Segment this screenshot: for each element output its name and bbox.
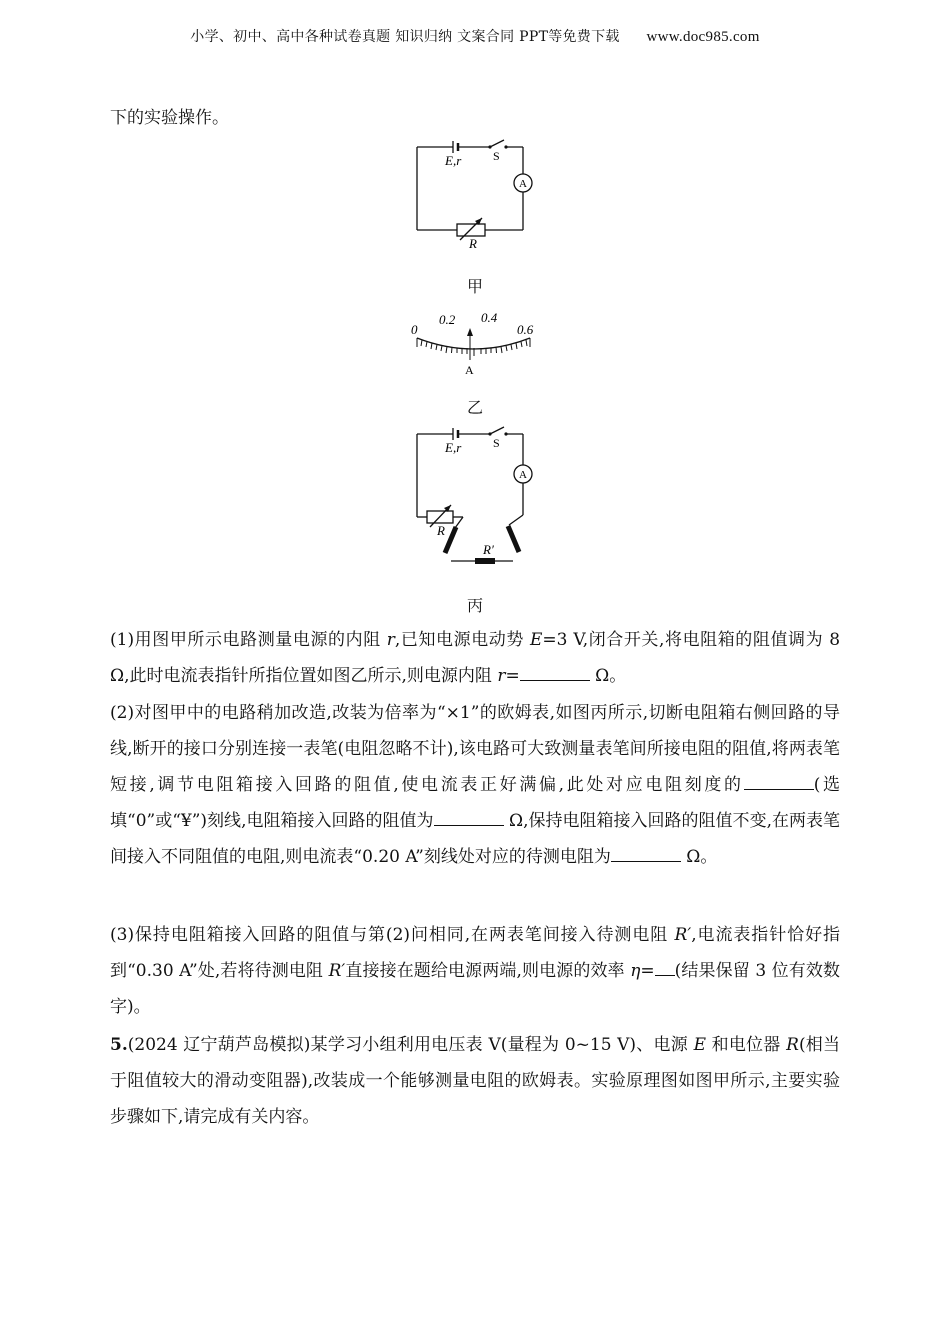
yi-tick-0.2: 0.2 <box>439 312 456 327</box>
q3-text-c: ,电流表指针恰好指到“0.30 A”处,若将待测电阻 <box>110 925 840 981</box>
caption-bing: 丙 <box>466 596 483 615</box>
page-header <box>0 26 950 46</box>
q2-text-a: (2)对图甲中的电路稍加改造,改装为倍率为“×1”的欧姆表,如图丙所示,切断电阻箱右侧回路的导线,断开的接口分别连接一表笔(电阻忽略不计),该电路可大致测量表笔间所接电阻的阻值,将两表笔短接,调节电阻箱接入回路的阻值,使电流表正好满偏,此处对应电阻刻度的 <box>110 703 840 795</box>
yi-tick-0: 0 <box>411 322 418 337</box>
q1-text-c: ,已知电源电动势 <box>394 630 530 650</box>
question-2 <box>110 695 840 875</box>
q5-var-R: R <box>786 1035 799 1055</box>
q3-text-a: (3)保持电阻箱接入回路的阻值与第(2)问相同,在两表笔间接入待测电阻 <box>110 925 675 945</box>
question-5 <box>110 1027 840 1135</box>
question-1 <box>110 622 840 694</box>
q5-var-E: E <box>693 1035 706 1055</box>
q5-number: 5. <box>110 1035 128 1055</box>
yi-tick-0.4: 0.4 <box>481 310 498 325</box>
intro-text: 下的实验操作。 <box>110 108 229 128</box>
jia-ammeter-label: A <box>519 178 527 190</box>
q1-answer-blank[interactable] <box>520 658 590 681</box>
jia-battery-label: E,r <box>445 153 462 168</box>
q5-text-c: 和电位器 <box>706 1035 787 1055</box>
q2-blank-resistance[interactable] <box>434 803 504 826</box>
yi-tick-0.6: 0.6 <box>517 322 534 337</box>
q2-text-b: (选填“0”或“¥”)刻线,电阻箱接入回路的阻值为 <box>110 775 840 831</box>
q5-text-a: (2024 辽宁葫芦岛模拟)某学习小组利用电压表 V(量程为 0~15 V)、电源 <box>127 1035 694 1055</box>
figure-bing-circuit <box>405 425 545 575</box>
q1-var-r: r <box>386 630 395 650</box>
q3-text-e: 直接接在题给电源两端,则电源的效率 <box>345 961 631 981</box>
caption-yi: 乙 <box>466 398 483 417</box>
bing-battery-label: E,r <box>445 440 462 455</box>
jia-switch-label: S <box>493 149 500 163</box>
q1-eq: = <box>505 666 520 686</box>
q2-blank-measured[interactable] <box>611 839 681 862</box>
header-site: www.doc985.com <box>646 29 760 45</box>
header-text: 小学、初中、高中各种试卷真题 知识归纳 文案合同 PPT等免费下载 <box>190 29 620 45</box>
q1-text-h: Ω。 <box>589 666 627 686</box>
q3-var-R1: R′ <box>674 925 692 945</box>
q1-var-r2: r <box>497 666 506 686</box>
q3-text-h: (结果保留 3 位有效数字)。 <box>110 961 840 1017</box>
yi-unit-label: A <box>465 363 474 377</box>
bing-switch-label: S <box>493 436 500 450</box>
bing-resistor-label: R′ <box>483 542 494 557</box>
q2-blank-scale[interactable] <box>744 767 814 790</box>
bing-rheostat-label: R <box>437 523 445 538</box>
q2-text-d: Ω。 <box>680 847 718 867</box>
q3-eq: = <box>640 961 655 981</box>
question-3 <box>110 917 840 1025</box>
q3-answer-blank[interactable] <box>655 953 675 976</box>
q3-var-eta: η <box>630 961 641 981</box>
q3-var-R2: R′ <box>328 961 346 981</box>
caption-jia: 甲 <box>466 277 483 296</box>
figure-jia-circuit <box>405 138 545 250</box>
q1-text-e: =3 V,闭合开关,将电阻箱的阻值调为 8 Ω,此时电流表指针所指位置如图乙所示,则电源内阻 <box>110 630 841 686</box>
q1-text-a: (1)用图甲所示电路测量电源的内阻 <box>110 630 387 650</box>
bing-ammeter-label: A <box>519 469 527 481</box>
figure-yi-scale <box>405 302 545 378</box>
q2-text-c: Ω,保持电阻箱接入回路的阻值不变,在两表笔间接入不同阻值的电阻,则电流表“0.20 A”刻线处对应的待测电阻为 <box>110 811 840 867</box>
q1-var-E: E <box>529 630 543 650</box>
jia-rheostat-label: R <box>469 236 477 250</box>
q5-text-e: (相当于阻值较大的滑动变阻器),改装成一个能够测量电阻的欧姆表。实验原理图如图甲所示,主要实验步骤如下,请完成有关内容。 <box>110 1035 841 1127</box>
